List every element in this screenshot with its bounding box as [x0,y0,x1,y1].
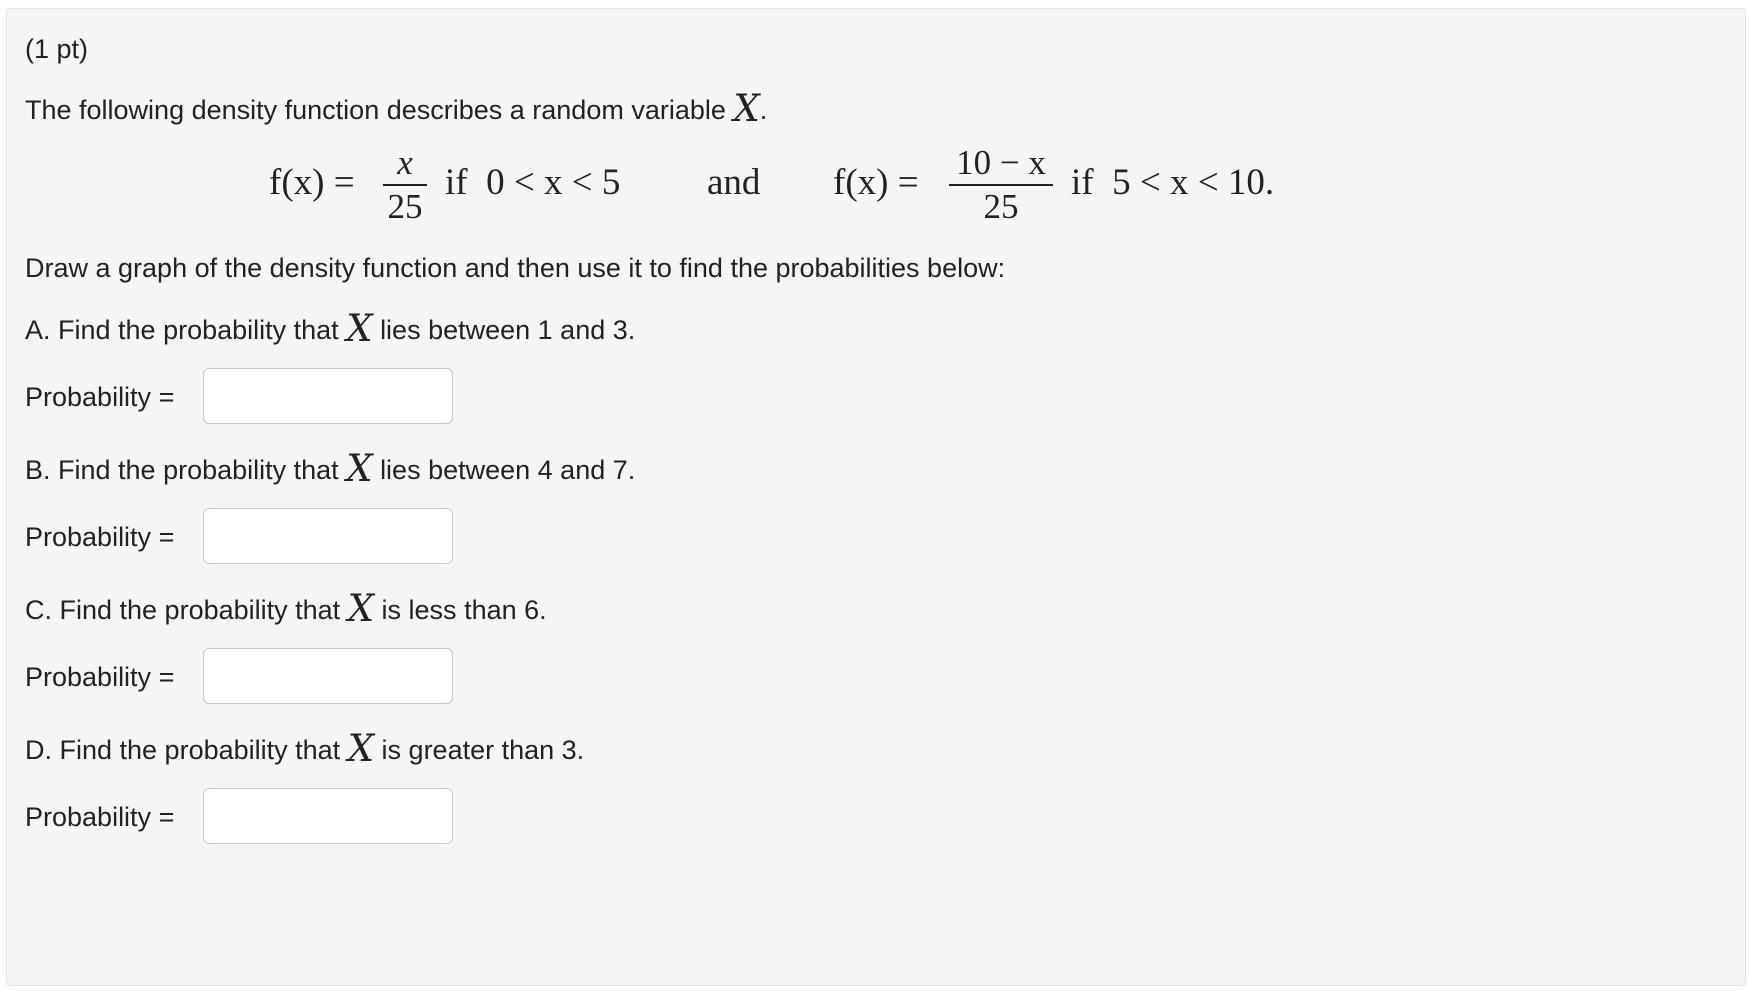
part-b-variable: X [346,447,373,490]
left-fx: f(x) = [269,162,355,203]
part-d-question [25,727,585,770]
part-c-suffix: is less than 6. [381,595,547,625]
left-fraction-bar [383,184,427,186]
right-fraction [949,143,1053,229]
part-b-question [25,447,636,490]
right-denominator: 25 [983,187,1019,226]
part-a-answer-input[interactable] [203,368,453,424]
points-label: (1 pt) [25,34,89,64]
part-b-answer-input[interactable] [203,508,453,564]
formula-connector: and [707,162,761,203]
part-b-label: Probability = [25,522,175,552]
part-c-prefix: C. Find the probability that [25,595,341,625]
part-a-label: Probability = [25,382,175,412]
right-fx: f(x) = [833,162,919,203]
left-condition: if 0 < x < 5 [445,162,621,203]
part-c-label: Probability = [25,662,175,692]
part-c-answer-input[interactable] [203,648,453,704]
part-c-question [25,587,547,630]
right-fraction-bar [949,184,1053,186]
intro-text: The following density function describes a random variable [25,95,726,125]
part-d-answer-input[interactable] [203,788,453,844]
part-c-variable: X [347,587,375,630]
problem-card [6,8,1746,986]
right-condition: if 5 < x < 10. [1071,162,1275,203]
instruction-text: Draw a graph of the density function and then use it to find the probabilities below: [25,253,1006,283]
right-numerator: 10 − x [956,143,1046,182]
intro-variable: X [733,87,760,130]
part-d-suffix: is greater than 3. [381,735,585,765]
part-a-suffix: lies between 1 and 3. [380,315,636,345]
part-d-prefix: D. Find the probability that [25,735,341,765]
part-d-label: Probability = [25,802,175,832]
part-b-suffix: lies between 4 and 7. [380,455,636,485]
left-denominator: 25 [387,187,423,226]
left-fraction [383,143,427,229]
intro-period: . [759,95,768,125]
part-a-variable: X [346,307,373,350]
part-a-prefix: A. Find the probability that [25,315,339,345]
intro-sentence [25,87,768,130]
part-d-variable: X [347,727,375,770]
part-a-question [25,307,636,350]
part-b-prefix: B. Find the probability that [25,455,339,485]
left-numerator: x [397,143,413,182]
